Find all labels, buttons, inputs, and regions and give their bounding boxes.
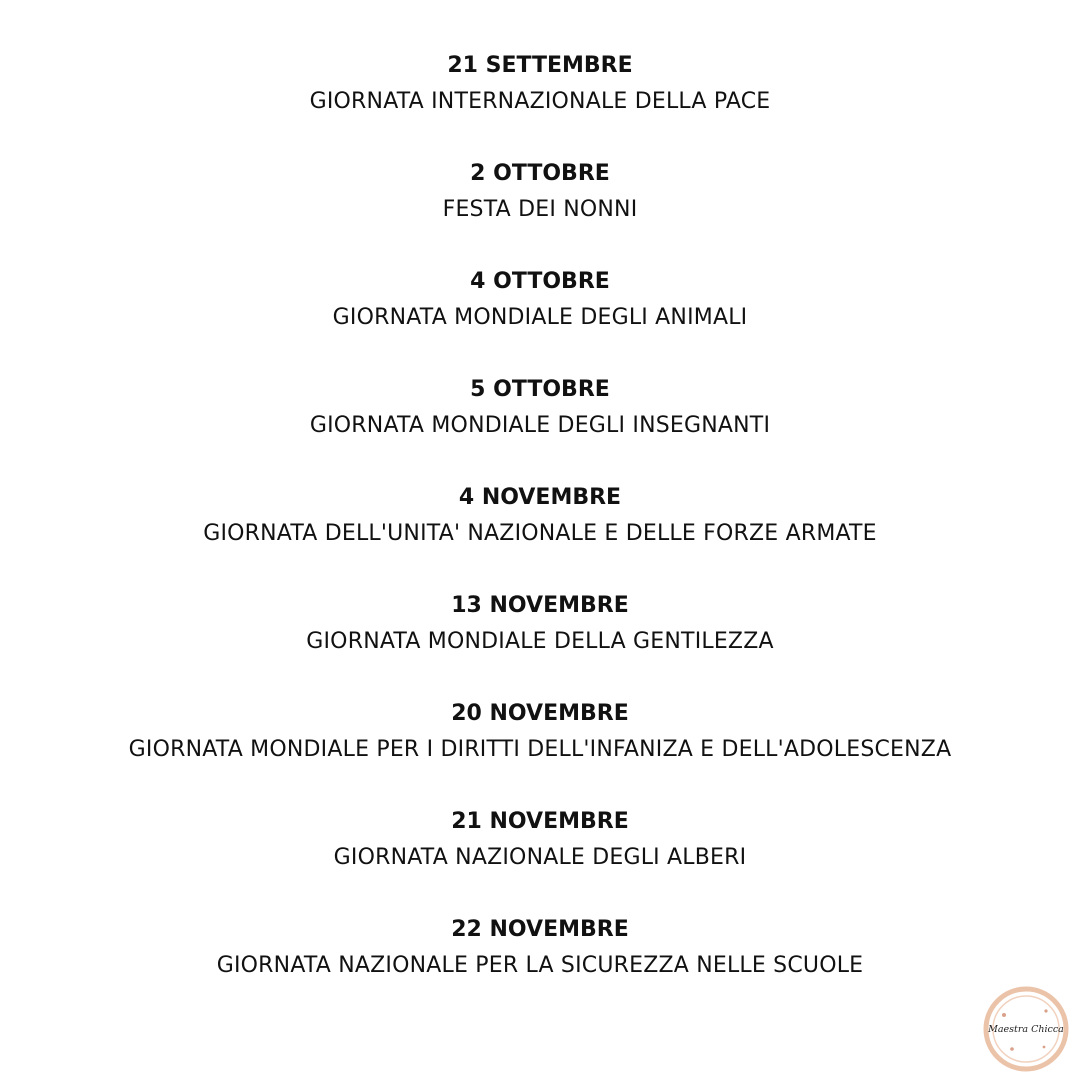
calendar-entry <box>0 156 1080 264</box>
calendar-entry <box>0 372 1080 480</box>
calendar-entry <box>0 912 1080 1020</box>
calendar-entry <box>0 264 1080 372</box>
entry-name: FESTA DEI NONNI <box>442 197 638 222</box>
calendar-entry <box>0 48 1080 156</box>
maestra-chicca-logo <box>982 985 1070 1073</box>
entry-name: GIORNATA INTERNAZIONALE DELLA PACE <box>309 89 771 114</box>
entry-name: GIORNATA DELL'UNITA' NAZIONALE E DELLE FORZE ARMATE <box>203 521 877 546</box>
entry-date: 20 NOVEMBRE <box>451 701 629 726</box>
entry-name: GIORNATA NAZIONALE DEGLI ALBERI <box>333 845 747 870</box>
entry-name: GIORNATA MONDIALE DEGLI INSEGNANTI <box>309 413 771 438</box>
entry-name: GIORNATA MONDIALE PER I DIRITTI DELL'INFANIZA E DELL'ADOLESCENZA <box>128 737 952 762</box>
calendar-entry <box>0 588 1080 696</box>
entry-date: 21 SETTEMBRE <box>447 53 633 78</box>
entry-name: GIORNATA NAZIONALE PER LA SICUREZZA NELLE SCUOLE <box>216 953 864 978</box>
entry-date: 22 NOVEMBRE <box>451 917 629 942</box>
logo-dot <box>1043 1046 1046 1049</box>
calendar-entry <box>0 480 1080 588</box>
logo-text: Maestra Chicca <box>988 1024 1064 1035</box>
calendar-entry <box>0 696 1080 804</box>
calendar-entry <box>0 804 1080 912</box>
calendar-list <box>0 48 1080 1020</box>
logo-dot <box>1002 1013 1006 1017</box>
entry-name: GIORNATA MONDIALE DEGLI ANIMALI <box>332 305 748 330</box>
entry-date: 4 OTTOBRE <box>470 269 610 294</box>
entry-date: 13 NOVEMBRE <box>451 593 629 618</box>
entry-date: 4 NOVEMBRE <box>458 485 622 510</box>
entry-name: GIORNATA MONDIALE DELLA GENTILEZZA <box>306 629 774 654</box>
entry-date: 21 NOVEMBRE <box>451 809 629 834</box>
entry-date: 2 OTTOBRE <box>470 161 610 186</box>
entry-date: 5 OTTOBRE <box>470 377 610 402</box>
logo-dot <box>1044 1009 1047 1012</box>
logo-dot <box>1010 1047 1014 1051</box>
